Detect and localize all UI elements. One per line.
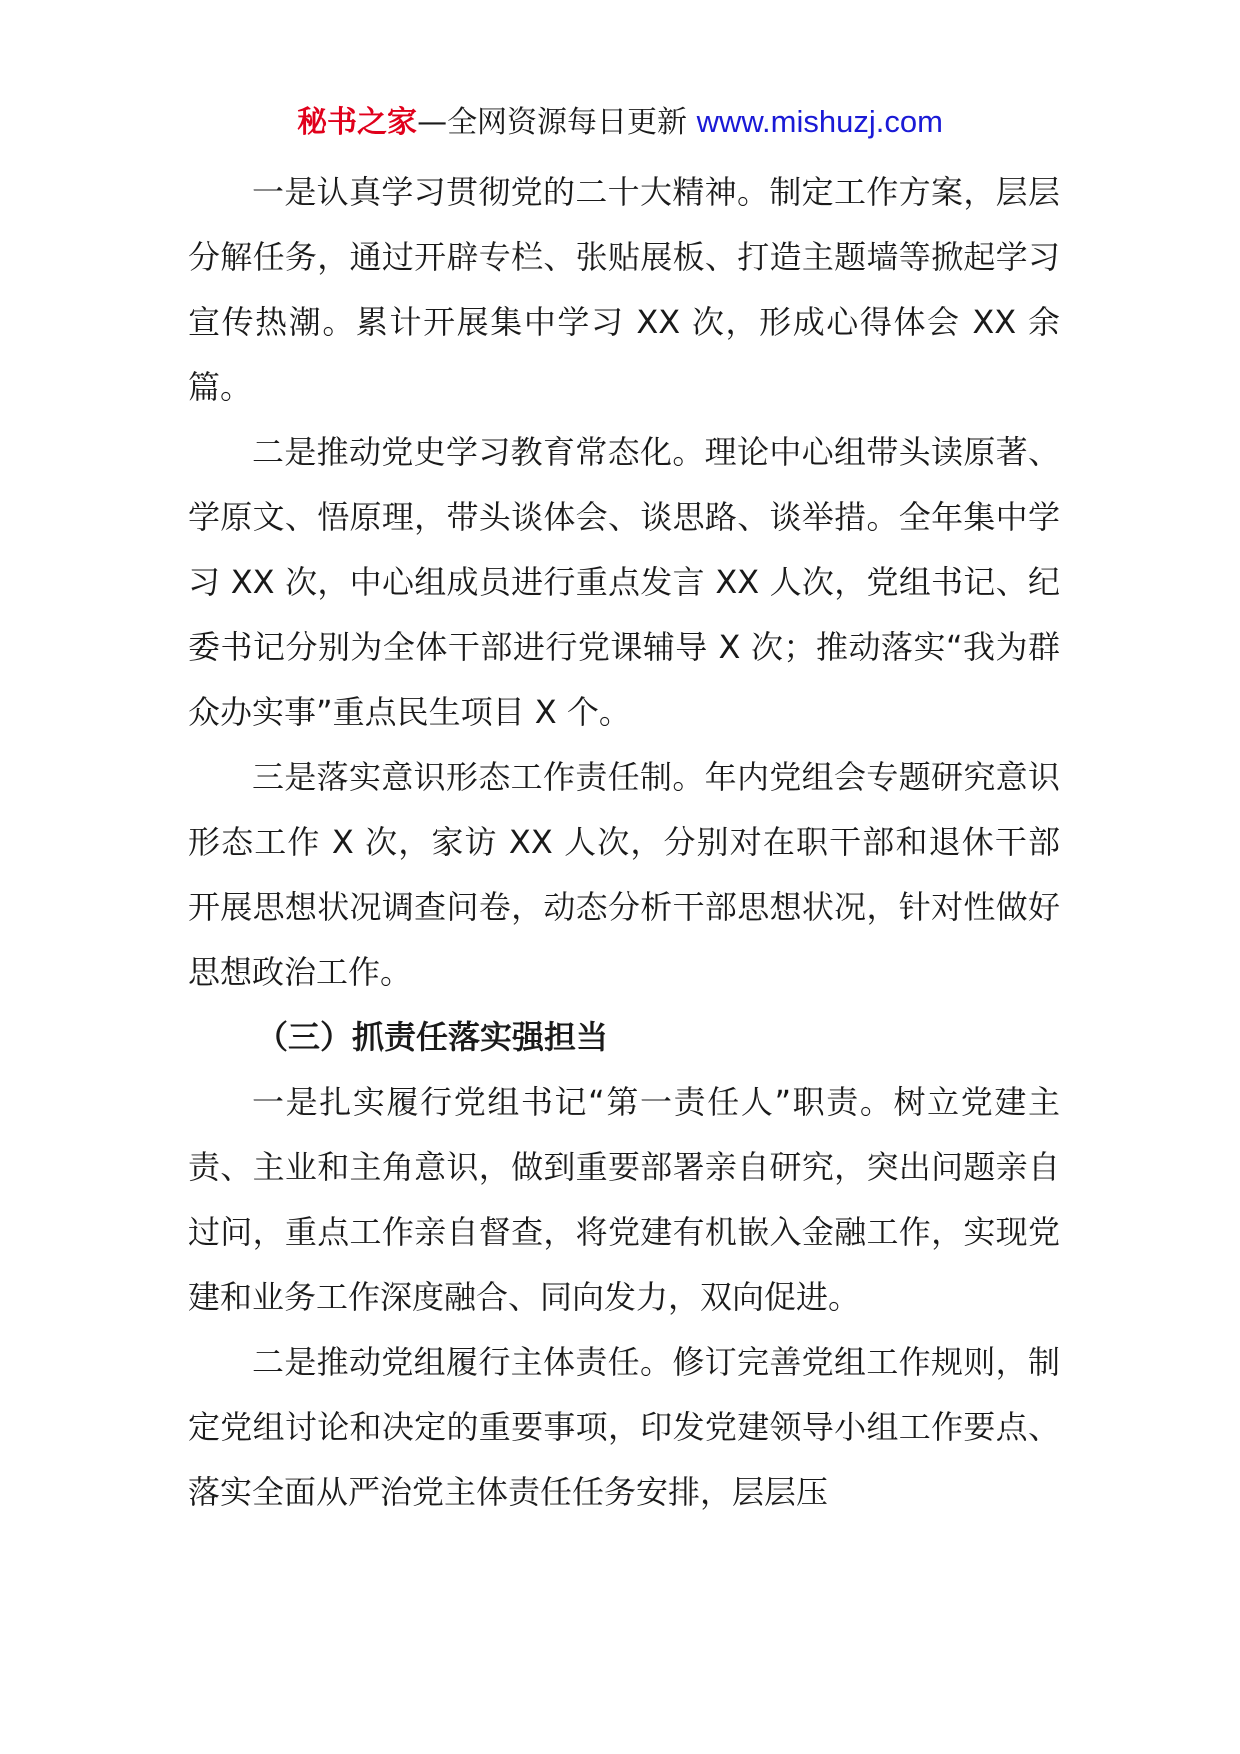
- paragraph-ideology-responsibility: 三是落实意识形态工作责任制。年内党组会专题研究意识形态工作 X 次，家访 XX 人次，分别对在职干部和退休干部开展思想状况调查问卷，动态分析干部思想状况，针对性做好思想政治工作。: [188, 758, 1060, 991]
- document-body: [188, 160, 1060, 1525]
- paragraph-party-group-responsibility: 二是推动党组履行主体责任。修订完善党组工作规则，制定党组讨论和决定的重要事项，印发党建领导小组工作要点、落实全面从严治党主体责任任务安排，层层压: [188, 1343, 1060, 1511]
- section-heading: （三）抓责任落实强担当: [256, 1018, 609, 1056]
- paragraph-first-responsible-person: 一是扎实履行党组书记“第一责任人”职责。树立党建主责、主业和主角意识，做到重要部署亲自研究，突出问题亲自过问，重点工作亲自督查，将党建有机嵌入金融工作，实现党建和业务工作深度融合、同向发力，双向促进。: [188, 1083, 1060, 1316]
- paragraph-party-history-education: 二是推动党史学习教育常态化。理论中心组带头读原著、学原文、悟原理，带头谈体会、谈思路、谈举措。全年集中学习 XX 次，中心组成员进行重点发言 XX 人次，党组书记、纪委书记分别为全体干部进行党课辅导 X 次；推动落实“我为群众办实事”重点民生项目 X 个。: [188, 433, 1060, 731]
- site-url-link[interactable]: www.mishuzj.com: [696, 104, 943, 139]
- page-header: [0, 100, 1240, 145]
- brand-name: 秘书之家: [297, 105, 418, 140]
- paragraph-study-20th-congress: 一是认真学习贯彻党的二十大精神。制定工作方案，层层分解任务，通过开辟专栏、张贴展板、打造主题墙等掀起学习宣传热潮。累计开展集中学习 XX 次，形成心得体会 XX 余篇。: [188, 173, 1060, 406]
- header-slogan: —全网资源每日更新: [417, 105, 697, 140]
